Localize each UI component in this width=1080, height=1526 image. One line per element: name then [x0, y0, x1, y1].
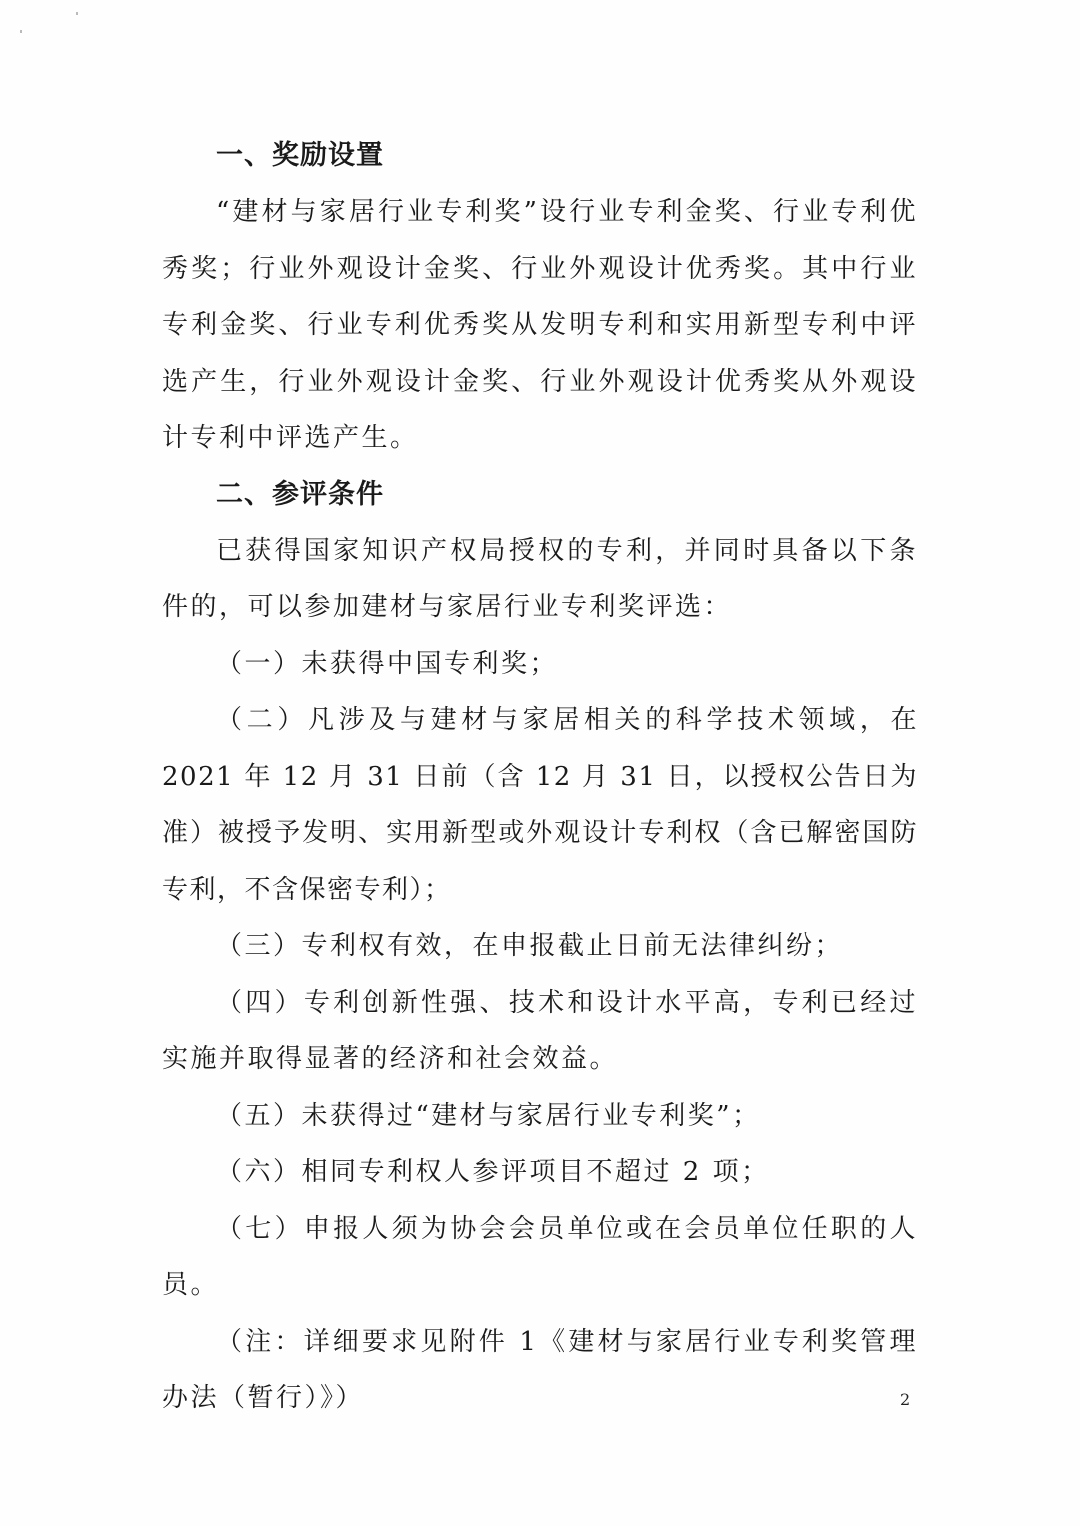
- criteria-item-2: （二）凡涉及与建材与家居相关的科学技术领域，在 2021 年 12 月 31 日前（含 12 月 31 日，以授权公告日为准）被授予发明、实用新型或外观设计专利权（含已解密国防专利，不含保密专利）；: [162, 705, 918, 905]
- scan-speck: [20, 30, 22, 33]
- awards-paragraph: “建材与家居行业专利奖”设行业专利金奖、行业专利优秀奖；行业外观设计金奖、行业外观设计优秀奖。其中行业专利金奖、行业专利优秀奖从发明专利和实用新型专利中评选产生，行业外观设计金奖、行业外观设计优秀奖从外观设计专利中评选产生。: [162, 197, 918, 453]
- criteria-item-3: （三）专利权有效，在申报截止日前无法律纠纷；: [216, 931, 844, 961]
- criteria-note: （注：详细要求见附件 1《建材与家居行业专利奖管理办法（暂行）》）: [162, 1326, 918, 1413]
- page-number: 2: [900, 1390, 911, 1409]
- section-heading-awards: 一、奖励设置: [216, 140, 384, 171]
- criteria-item-4: （四）专利创新性强、技术和设计水平高，专利已经过实施并取得显著的经济和社会效益。: [162, 987, 918, 1074]
- scan-speck: [76, 12, 78, 15]
- document-body: [162, 128, 918, 1427]
- section-heading-criteria: 二、参评条件: [216, 478, 384, 510]
- criteria-item-1: （一）未获得中国专利奖；: [216, 648, 559, 679]
- criteria-item-7: （七）申报人须为协会会员单位或在会员单位任职的人员。: [162, 1213, 918, 1300]
- criteria-item-5: （五）未获得过“建材与家居行业专利奖”；: [216, 1100, 761, 1131]
- criteria-item-6: （六）相同专利权人参评项目不超过 2 项；: [216, 1157, 770, 1187]
- criteria-intro: 已获得国家知识产权局授权的专利，并同时具备以下条件的，可以参加建材与家居行业专利奖评选：: [162, 535, 918, 622]
